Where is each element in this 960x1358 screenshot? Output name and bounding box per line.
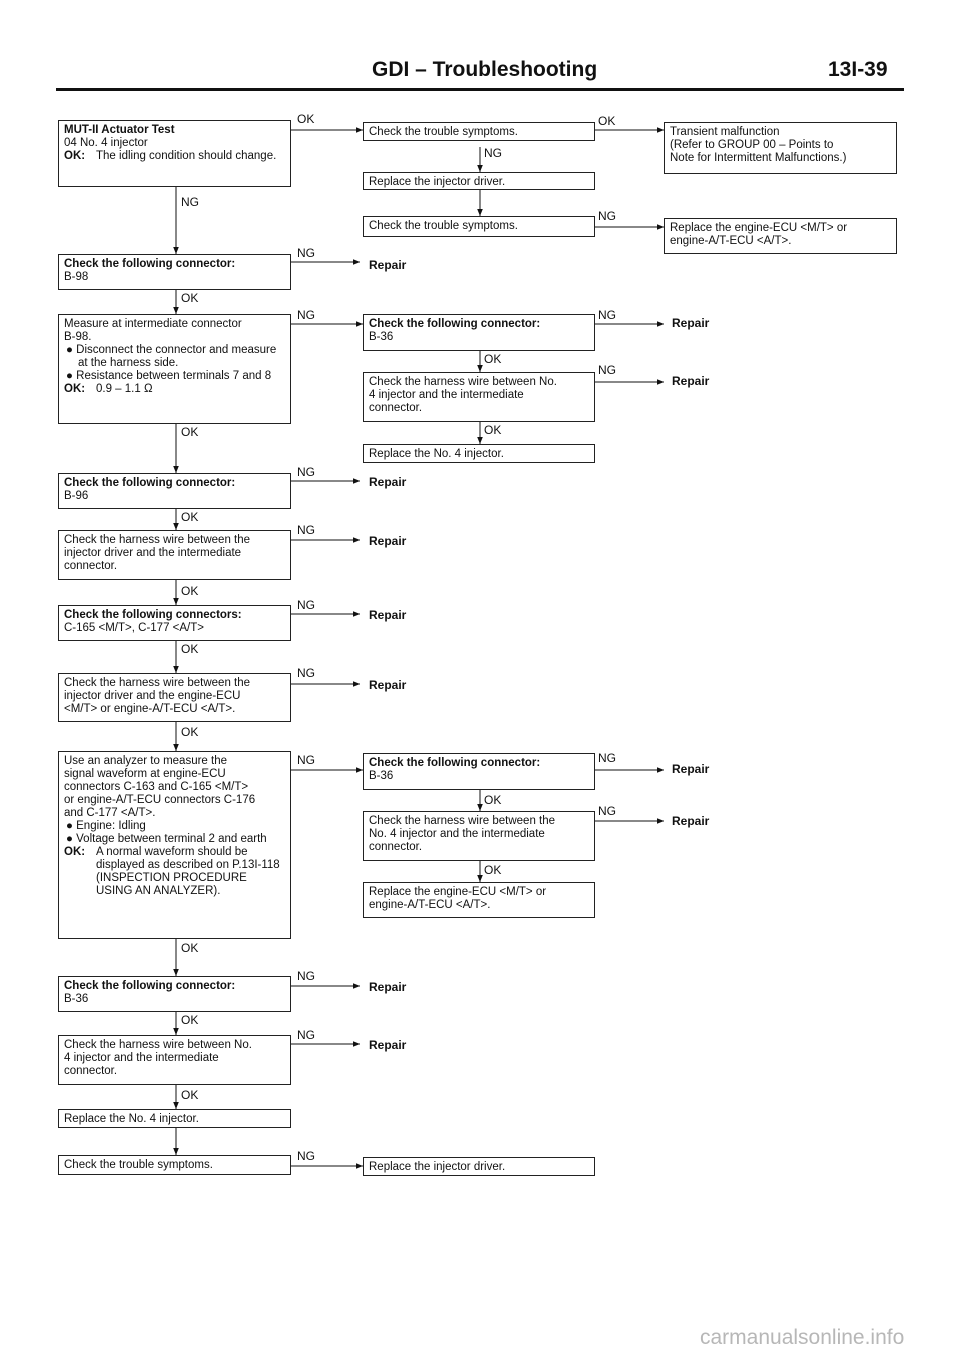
check-symptoms-left-box (58, 1155, 291, 1175)
harness-line2: No. 4 injector and the intermediate (369, 828, 545, 840)
connector-b96-title: Check the following connector: (64, 477, 236, 489)
ok-label: OK (181, 642, 199, 656)
harness-line1: Check the harness wire between No. (64, 1039, 252, 1051)
analyzer-box (58, 751, 291, 939)
ng-label: NG (297, 308, 315, 322)
ok-label: OK (484, 863, 502, 877)
ng-label: NG (297, 753, 315, 767)
measure-bullet2: ● Resistance between terminals 7 and 8 (66, 370, 272, 382)
replace-driver-text: Replace the injector driver. (369, 176, 506, 188)
connector-c165-box (58, 605, 291, 641)
actuator-test-title: MUT-II Actuator Test (64, 124, 175, 136)
connector-b98-sub: B-98 (64, 271, 89, 283)
ok-label: OK (297, 112, 315, 126)
replace-injector-text: Replace the No. 4 injector. (64, 1113, 199, 1125)
ng-label: NG (598, 751, 616, 765)
ok-key: OK: (64, 846, 86, 858)
connector-b36-sub: B-36 (369, 331, 394, 343)
harness-line3: <M/T> or engine-A/T-ECU <A/T>. (64, 703, 236, 715)
connector-b36-sub: B-36 (369, 770, 394, 782)
connector-c165-sub: C-165 <M/T>, C-177 <A/T> (64, 622, 204, 634)
ng-label: NG (297, 969, 315, 983)
harness-line3: connector. (369, 841, 423, 853)
repair-label: Repair (369, 608, 407, 622)
actuator-test-item: 04 No. 4 injector (64, 137, 148, 149)
harness-line3: connector. (369, 402, 423, 414)
ng-label: NG (598, 804, 616, 818)
check-symptoms-middle-2-box (363, 216, 595, 237)
replace-driver-bottom-box (363, 1157, 595, 1176)
connector-b36-middle-2-box (363, 753, 595, 790)
connector-b98-box (58, 254, 291, 290)
ng-label: NG (297, 465, 315, 479)
ng-label: NG (598, 308, 616, 322)
harness-line2: 4 injector and the intermediate (369, 389, 524, 401)
ng-label: NG (297, 666, 315, 680)
connector-c165-title: Check the following connectors: (64, 609, 242, 621)
transient-line1: Transient malfunction (670, 126, 780, 138)
harness-line3: connector. (64, 560, 118, 572)
analyzer-ok-text: A normal waveform should be displayed as described on P.13I-118 (INSPECTION PROCEDURE USING AN ANALYZER). (96, 846, 280, 897)
ok-label: OK (181, 584, 199, 598)
ng-label: NG (598, 363, 616, 377)
replace-driver-text: Replace the injector driver. (369, 1161, 506, 1173)
repair-label: Repair (369, 678, 407, 692)
ng-label: NG (297, 598, 315, 612)
repair-label: Repair (369, 534, 407, 548)
measure-line2: B-98. (64, 331, 92, 343)
ok-label: OK (181, 510, 199, 524)
harness-injector-left-box (58, 1035, 291, 1085)
ok-label: OK (598, 114, 616, 128)
harness-driver-ecu-box (58, 673, 291, 722)
check-symptoms-text: Check the trouble symptoms. (64, 1159, 213, 1171)
replace-ecu-line2: engine-A/T-ECU <A/T>. (369, 899, 491, 911)
analyzer-line3: connectors C-163 and C-165 <M/T> (64, 781, 249, 793)
analyzer-line2: signal waveform at engine-ECU (64, 768, 226, 780)
ng-label: NG (297, 246, 315, 260)
measure-ok-text: 0.9 – 1.1 Ω (96, 383, 153, 395)
repair-label: Repair (369, 475, 407, 489)
harness-driver-intermediate-box (58, 530, 291, 580)
replace-ecu-line1: Replace the engine-ECU <M/T> or (369, 886, 547, 898)
actuator-test-box (58, 120, 291, 187)
ng-label: NG (297, 523, 315, 537)
ok-label: OK (181, 1013, 199, 1027)
harness-line1: Check the harness wire between the (64, 534, 251, 546)
connector-b36-title: Check the following connector: (369, 318, 541, 330)
ok-key: OK: (64, 383, 86, 395)
repair-label: Repair (672, 762, 710, 776)
harness-line2: 4 injector and the intermediate (64, 1052, 219, 1064)
connector-b36-middle-1-box (363, 314, 595, 351)
connector-b96-sub: B-96 (64, 490, 89, 502)
ok-label: OK (484, 352, 502, 366)
replace-ecu-line1: Replace the engine-ECU <M/T> or (670, 222, 848, 234)
repair-label: Repair (369, 980, 407, 994)
connector-b98-title: Check the following connector: (64, 258, 236, 270)
replace-injector-middle-box (363, 444, 595, 463)
check-symptoms-middle-1-box (363, 122, 595, 141)
harness-injector-middle-2-box (363, 811, 595, 861)
ok-label: OK (484, 423, 502, 437)
ok-label: OK (181, 941, 199, 955)
repair-label: Repair (369, 258, 407, 272)
connector-b36-title: Check the following connector: (64, 980, 236, 992)
ok-label: OK (181, 1088, 199, 1102)
replace-driver-middle-box (363, 172, 595, 190)
analyzer-line4: or engine-A/T-ECU connectors C-176 (64, 794, 256, 806)
replace-ecu-right-box (664, 218, 897, 254)
harness-line1: Check the harness wire between No. (369, 376, 557, 388)
repair-label: Repair (369, 1038, 407, 1052)
connector-b36-title: Check the following connector: (369, 757, 541, 769)
ok-label: OK (484, 793, 502, 807)
page-number: 13I-39 (828, 58, 888, 81)
connector-b36-left-box (58, 976, 291, 1012)
ng-label: NG (484, 146, 502, 160)
harness-line3: connector. (64, 1065, 118, 1077)
ok-label: OK (181, 725, 199, 739)
measure-b98-box (58, 314, 291, 424)
transient-malfunction-box (664, 122, 897, 174)
actuator-test-ok-text: The idling condition should change. (96, 150, 277, 162)
check-symptoms-text: Check the trouble symptoms. (369, 126, 518, 138)
analyzer-line5: and C-177 <A/T>. (64, 807, 156, 819)
repair-label: Repair (672, 316, 710, 330)
analyzer-line1: Use an analyzer to measure the (64, 755, 228, 767)
connector-b96-box (58, 473, 291, 509)
repair-label: Repair (672, 814, 710, 828)
harness-line2: injector driver and the engine-ECU (64, 690, 241, 702)
harness-line1: Check the harness wire between the (64, 677, 251, 689)
measure-bullet1: ● Disconnect the connector and measure at the harness side. (66, 344, 277, 369)
ng-label: NG (598, 209, 616, 223)
replace-ecu-line2: engine-A/T-ECU <A/T>. (670, 235, 792, 247)
section-title: GDI – Troubleshooting (372, 58, 598, 81)
connector-b36-sub: B-36 (64, 993, 89, 1005)
harness-injector-middle-1-box (363, 372, 595, 422)
replace-injector-text: Replace the No. 4 injector. (369, 448, 504, 460)
analyzer-bullet2: ● Voltage between terminal 2 and earth (66, 833, 267, 845)
ng-label: NG (181, 195, 199, 209)
ok-label: OK (181, 425, 199, 439)
ng-label: NG (297, 1028, 315, 1042)
measure-line1: Measure at intermediate connector (64, 318, 242, 330)
analyzer-bullet1: ● Engine: Idling (66, 820, 146, 832)
harness-line1: Check the harness wire between the (369, 815, 556, 827)
transient-line2: (Refer to GROUP 00 – Points to (670, 139, 834, 151)
ok-key: OK: (64, 150, 86, 162)
replace-injector-left-box (58, 1109, 291, 1128)
harness-line2: injector driver and the intermediate (64, 547, 242, 559)
repair-label: Repair (672, 374, 710, 388)
replace-ecu-middle-box (363, 882, 595, 918)
ok-label: OK (181, 291, 199, 305)
ng-label: NG (297, 1149, 315, 1163)
transient-line3: Note for Intermittent Malfunctions.) (670, 152, 847, 164)
watermark: carmanualsonline.info (700, 1326, 905, 1349)
check-symptoms-text: Check the trouble symptoms. (369, 220, 518, 232)
